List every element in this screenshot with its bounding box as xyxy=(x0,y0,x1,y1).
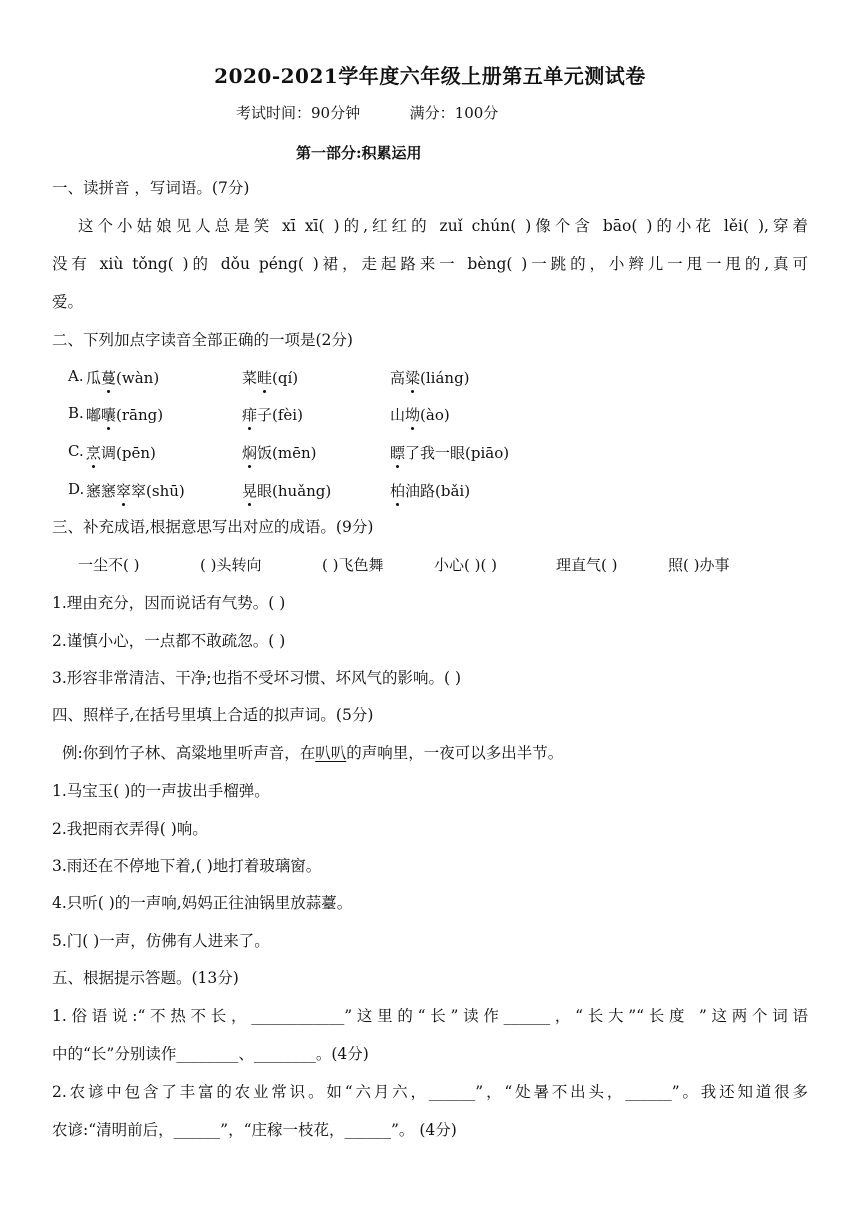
option-label: C. xyxy=(68,442,84,460)
q5-item1-line2: 中的“长”分别读作________、________。(4分) xyxy=(52,1045,369,1063)
q3-item-2: 2.谨慎小心，一点都不敢疏忽。( ) xyxy=(52,632,286,650)
option-word-2: 痱子(fèi) xyxy=(242,406,303,424)
q5-item1-line1: 1.俗语说:“不热不长，____________”这里的“长”读作______，“长大”“长度 ”这两个词语 xyxy=(52,1007,808,1025)
option-word-3: 高粱(liáng) xyxy=(390,369,470,387)
option-word-3: 山坳(ào) xyxy=(390,406,450,424)
exam-title: 2020-2021学年度六年级上册第五单元测试卷 xyxy=(214,64,646,88)
q4-item-3: 3.雨还在不停地下着,( )地打着玻璃窗。 xyxy=(52,857,322,875)
option-word-2: 晃眼(huǎng) xyxy=(242,482,332,500)
q1-heading: 一、读拼音 ，写词语。(7分) xyxy=(52,179,250,197)
option-word-1: 窸窸窣窣(shū) xyxy=(86,482,185,500)
q5-item2-line1: 2.农谚中包含了丰富的农业常识。如“六月六，______”，“处暑不出头，______”。我还知道很多 xyxy=(52,1083,808,1101)
option-word-3: 瞟了我一眼(piāo) xyxy=(390,444,510,462)
q1-passage-line1: 这个小姑娘见人总是笑 xī xī( )的,红红的 zuǐ chún( )像个含 bāo( )的小花 lěi( ),穿着 xyxy=(78,217,808,235)
q1-passage-line3: 爱。 xyxy=(52,293,84,311)
option-word-2: 焖饭(mēn) xyxy=(242,444,317,462)
q3-item-3: 3.形容非常清洁、干净;也指不受坏习惯、坏风气的影响。( ) xyxy=(52,669,462,687)
option-label: B. xyxy=(68,404,84,422)
idiom-6: 照( )办事 xyxy=(668,556,730,574)
q4-example: 例:你到竹子林、高粱地里听声音，在叭叭的声响里，一夜可以多出半节。 xyxy=(62,744,564,762)
q5-item2-line2: 农谚:“清明前后，______”，“庄稼一枝花，______”。 (4分) xyxy=(52,1121,457,1139)
q3-heading: 三、补充成语,根据意思写出对应的成语。(9分) xyxy=(52,518,374,536)
q1-passage-line2: 没有 xiù tǒng( )的 dǒu péng( )裙，走起路来一 bèng( )一跳的，小辫儿一甩一甩的,真可 xyxy=(52,255,808,273)
idiom-4: 小心( )( ) xyxy=(434,556,497,574)
q4-item-1: 1.马宝玉( )的一声拔出手榴弹。 xyxy=(52,782,270,800)
option-label: D. xyxy=(68,480,85,498)
idiom-5: 理直气( ) xyxy=(556,556,618,574)
option-word-1: 瓜蔓(wàn) xyxy=(86,369,160,387)
exam-score: 满分：100分 xyxy=(409,104,499,122)
idiom-1: 一尘不( ) xyxy=(78,556,140,574)
example-word: 叭叭 xyxy=(315,744,347,762)
option-word-1: 嘟囔(rāng) xyxy=(86,406,164,424)
idiom-2: ( )头转向 xyxy=(200,556,262,574)
option-word-2: 菜畦(qí) xyxy=(242,369,299,387)
exam-time: 考试时间：90分钟 xyxy=(236,104,361,122)
option-label: A. xyxy=(68,367,84,385)
q4-item-5: 5.门( )一声，仿佛有人进来了。 xyxy=(52,932,270,950)
part-heading: 第一部分:积累运用 xyxy=(296,144,422,162)
q4-item-4: 4.只听( )的一声响,妈妈正往油锅里放蒜薹。 xyxy=(52,894,353,912)
option-word-1: 烹调(pēn) xyxy=(86,444,156,462)
q4-item-2: 2.我把雨衣弄得( )响。 xyxy=(52,820,208,838)
idiom-3: ( )飞色舞 xyxy=(322,556,384,574)
exam-meta xyxy=(236,102,498,123)
q5-heading: 五、根据提示答题。(13分) xyxy=(52,969,239,987)
q3-item-1: 1.理由充分，因而说话有气势。( ) xyxy=(52,594,286,612)
option-word-3: 柏油路(bǎi) xyxy=(390,482,471,500)
q2-heading: 二、下列加点字读音全部正确的一项是(2分) xyxy=(52,331,353,349)
q4-heading: 四、照样子,在括号里填上合适的拟声词。(5分) xyxy=(52,706,374,724)
